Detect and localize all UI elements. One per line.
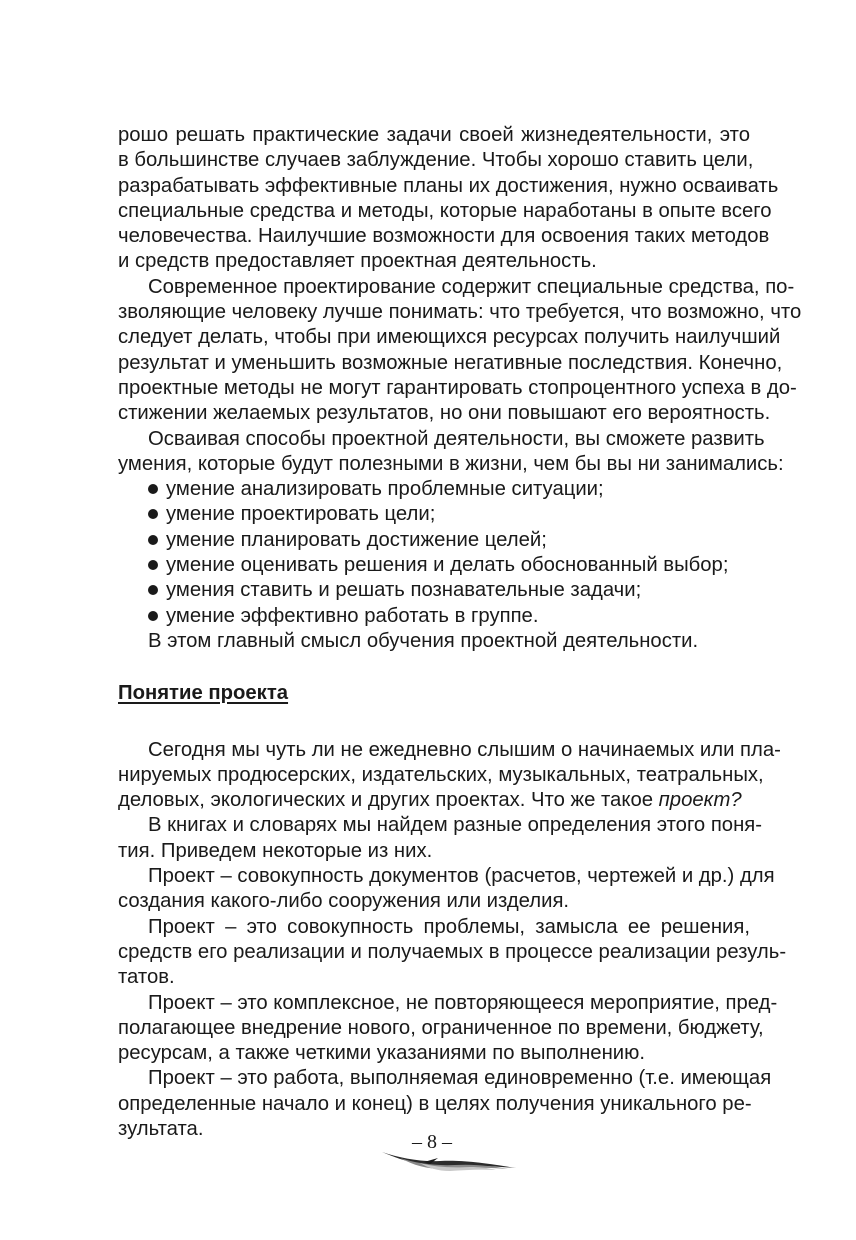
paragraph-6 xyxy=(118,864,775,915)
bullet-icon xyxy=(148,484,158,494)
text-line: разрабатывать эффективные планы их достижения, нужно осваивать xyxy=(118,174,779,197)
list-item xyxy=(118,502,750,527)
text-line: нируемых продюсерских, издательских, музыкальных, театральных, xyxy=(118,763,764,786)
text-line: в большинстве случаев заблуждение. Чтобы хорошо ставить цели, xyxy=(118,149,754,172)
text-line: ресурсам, а также четкими указаниями по выполнению. xyxy=(118,1042,645,1065)
text-line: рошо решать практические задачи своей жизнедеятельности, это xyxy=(118,124,750,146)
text-line: Осваивая способы проектной деятельности, вы сможете развить xyxy=(148,427,765,450)
text-line: татов. xyxy=(118,966,175,989)
text-line: тия. Приведем некоторые из них. xyxy=(118,839,433,862)
list-item-text: умение планировать достижение целей; xyxy=(166,528,547,551)
paragraph-5 xyxy=(118,813,763,864)
text-line: Сегодня мы чуть ли не ежедневно слышим о начинаемых или пла- xyxy=(148,738,781,761)
list-item xyxy=(118,477,750,502)
text-line: Современное проектирование содержит специальные средства, по- xyxy=(148,275,795,298)
list-item-text: умение анализировать проблемные ситуации; xyxy=(166,478,604,501)
text-line: и средств предоставляет проектная деятельность. xyxy=(118,250,597,273)
list-item xyxy=(118,578,750,603)
text-line: стижении желаемых результатов, но они повышают его вероятность. xyxy=(118,402,771,425)
paragraph-8 xyxy=(118,991,778,1067)
text-line: В книгах и словарях мы найдем разные определения этого поня- xyxy=(148,814,763,837)
page-number: – 8 – xyxy=(412,1131,452,1153)
section-heading: Понятие проекта xyxy=(118,682,289,705)
bullet-icon xyxy=(148,535,158,545)
list-item xyxy=(118,528,750,553)
text-line: полагающее внедрение нового, ограниченное по времени, бюджету, xyxy=(118,1016,764,1039)
text-line: Проект – это совокупность проблемы, замысла ее решения, xyxy=(148,915,750,938)
text-line: результат и уменьшить возможные негативные последствия. Конечно, xyxy=(118,351,783,374)
list-item xyxy=(118,604,750,629)
list-item-text: умение проектировать цели; xyxy=(166,503,436,526)
text-line: человечества. Наилучшие возможности для освоения таких методов xyxy=(118,225,770,248)
paragraph-2 xyxy=(118,275,802,427)
text-line xyxy=(118,788,750,813)
paragraph-1 xyxy=(118,123,779,275)
bullet-icon xyxy=(148,611,158,621)
paragraph-7 xyxy=(118,915,787,991)
list-item xyxy=(118,553,750,578)
italic-term: проект? xyxy=(658,789,742,812)
text-line: Проект – это работа, выполняемая единовременно (т.е. имеющая xyxy=(148,1067,772,1090)
text-line: умения, которые будут полезными в жизни, чем бы вы ни занимались: xyxy=(118,452,784,475)
text-line: определенные начало и конец) в целях получения уникального ре- xyxy=(118,1092,752,1115)
text-line: зволяющие человеку лучше понимать: что требуется, что возможно, что xyxy=(118,301,802,324)
list-item-text: умения ставить и решать познавательные задачи; xyxy=(166,579,642,602)
text-line: специальные средства и методы, которые наработаны в опыте всего xyxy=(118,199,772,222)
wave-ornament-icon xyxy=(380,1144,520,1174)
page-content xyxy=(118,123,802,1142)
text-fragment: деловых, экологических и других проектах. Что же такое xyxy=(118,789,659,812)
paragraph-3 xyxy=(118,427,784,478)
conclusion-text: В этом главный смысл обучения проектной деятельности. xyxy=(148,629,699,652)
skills-list xyxy=(118,477,750,629)
text-line: создания какого-либо сооружения или изделия. xyxy=(118,890,570,913)
text-line: Проект – это комплексное, не повторяющееся мероприятие, пред- xyxy=(148,991,778,1014)
text-line: Проект – совокупность документов (расчетов, чертежей и др.) для xyxy=(148,865,775,888)
bullet-icon xyxy=(148,509,158,519)
text-line: зультата. xyxy=(118,1117,204,1140)
list-item-text: умение оценивать решения и делать обоснованный выбор; xyxy=(166,554,729,577)
bullet-icon xyxy=(148,560,158,570)
page-footer xyxy=(380,1130,520,1174)
text-line: средств его реализации и получаемых в процессе реализации резуль- xyxy=(118,940,787,963)
bullet-icon xyxy=(148,585,158,595)
list-item-text: умение эффективно работать в группе. xyxy=(166,604,539,627)
paragraph-4 xyxy=(118,738,781,814)
text-line: следует делать, чтобы при имеющихся ресурсах получить наилучший xyxy=(118,326,781,349)
text-line: проектные методы не могут гарантировать стопроцентного успеха в до- xyxy=(118,376,797,399)
